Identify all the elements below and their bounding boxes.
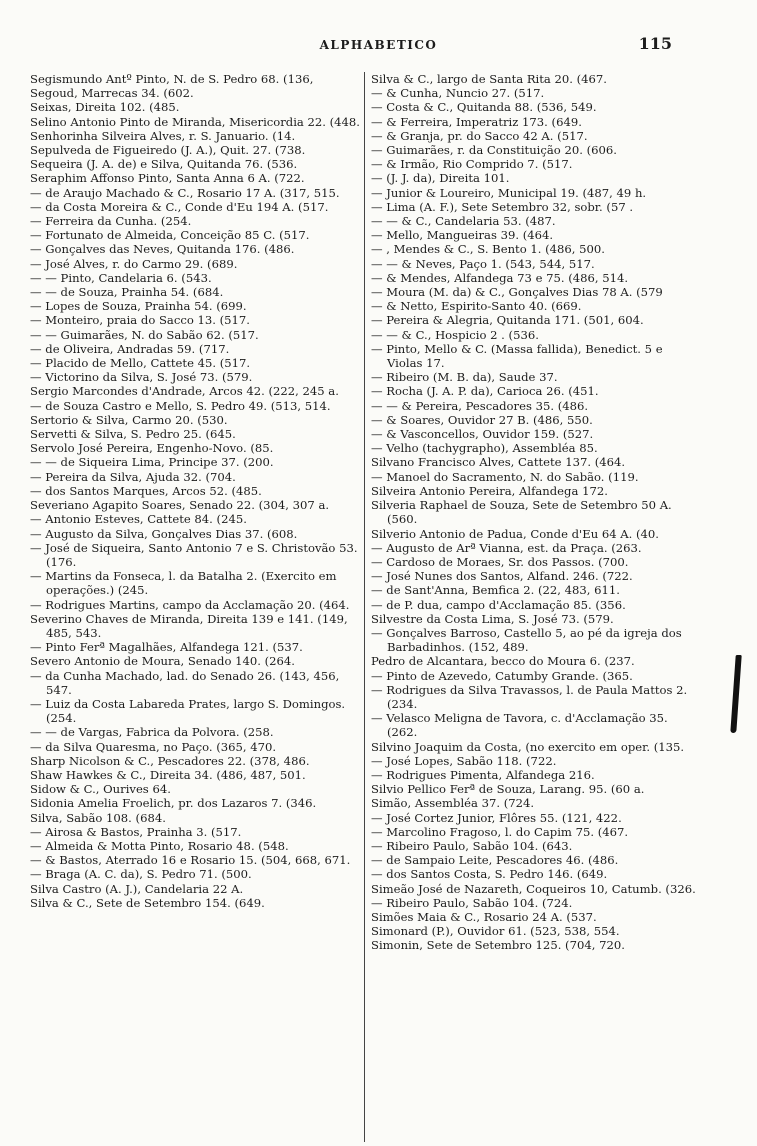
directory-entry: — José Cortez Junior, Flôres 55. (121, 422. [371, 810, 622, 825]
directory-entry: — Velho (tachygrapho), Assembléa 85. [371, 441, 598, 456]
directory-entry: — & Granja, pr. do Sacco 42 A. (517. [371, 128, 588, 143]
directory-entry: — & Vasconcellos, Ouvidor 159. (527. [371, 427, 594, 442]
directory-entry: — Guimarães, r. da Constituição 20. (606. [371, 143, 617, 158]
directory-entry: Silva & C., largo de Santa Rita 20. (467. [371, 72, 607, 86]
directory-entry: — — de Souza, Prainha 54. (684. [30, 285, 224, 300]
directory-entry: — Braga (A. C. da), S. Pedro 71. (500. [30, 867, 252, 882]
directory-entry: — Pinto de Azevedo, Catumby Grande. (365. [371, 668, 633, 683]
directory-entry: — & Cunha, Nuncio 27. (517. [371, 86, 545, 101]
directory-entry: — — Guimarães, N. do Sabão 62. (517. [30, 327, 259, 342]
directory-entry: Sepulveda de Figueiredo (J. A.), Quit. 27. (738. [30, 143, 306, 158]
directory-entry: Segismundo Antº Pinto, N. de S. Pedro 68. (136, [30, 72, 314, 86]
directory-entry: Silva & C., Sete de Setembro 154. (649. [30, 895, 265, 910]
directory-entry: Silverio Antonio de Padua, Conde d'Eu 64 A. (40. [371, 526, 659, 541]
directory-entry: Sergio Marcondes d'Andrade, Arcos 42. (222, 245 a. [30, 384, 339, 399]
directory-entry: — Ribeiro (M. B. da), Saude 37. [371, 370, 558, 385]
directory-entry: Sidonia Amelia Froelich, pr. dos Lazaros 7. (346. [30, 796, 317, 811]
directory-entry: — Lopes de Souza, Prainha 54. (699. [30, 299, 247, 314]
directory-entry: — Luiz da Costa Labareda Prates, largo S. Domingos. (254. [30, 696, 346, 726]
directory-entry: Pedro de Alcantara, becco do Moura 6. (237. [371, 654, 635, 669]
directory-entry: — de Araujo Machado & C., Rosario 17 A. (317, 515. [30, 185, 340, 200]
directory-entry: — & Soares, Ouvidor 27 B. (486, 550. [371, 412, 593, 427]
directory-entry: — de Sampaio Leite, Pescadores 46. (486. [371, 853, 619, 868]
directory-entry: Silvestre da Costa Lima, S. José 73. (579. [371, 611, 614, 626]
directory-entry: Simonin, Sete de Setembro 125. (704, 720. [371, 938, 625, 953]
directory-entry: Simonard (P.), Ouvidor 61. (523, 538, 554. [371, 924, 620, 939]
directory-entry: — Antonio Esteves, Cattete 84. (245. [30, 512, 247, 527]
directory-entry: — & Netto, Espirito-Santo 40. (669. [371, 299, 582, 314]
directory-entry: — & Mendes, Alfandega 73 e 75. (486, 514. [371, 270, 629, 285]
directory-entry: — Ribeiro Paulo, Sabão 104. (643. [371, 838, 573, 853]
directory-entry: — José Lopes, Sabão 118. (722. [371, 753, 557, 768]
directory-entry: Sidow & C., Ourives 64. [30, 782, 171, 797]
directory-entry: Silveira Antonio Pereira, Alfandega 172. [371, 483, 608, 498]
directory-entry: Severo Antonio de Moura, Senado 140. (264. [30, 654, 295, 669]
directory-entry: — Moura (M. da) & C., Gonçalves Dias 78 A. (579 [371, 285, 663, 300]
directory-entry: — (J. J. da), Direita 101. [371, 171, 510, 186]
directory-entry: Silvino Joaquim da Costa, (no exercito em oper. (135. [371, 739, 685, 754]
directory-entry: — da Silva Quaresma, no Paço. (365, 470. [30, 739, 277, 754]
directory-entry: Seixas, Direita 102. (485. [30, 100, 180, 115]
directory-entry: — Pereira & Alegria, Quitanda 171. (501, 604. [371, 313, 644, 328]
directory-entry: — Airosa & Bastos, Prainha 3. (517. [30, 824, 242, 839]
directory-entry: — — de Vargas, Fabrica da Polvora. (258. [30, 725, 274, 740]
directory-entry: — Marcolino Fragoso, l. do Capim 75. (467. [371, 824, 629, 839]
directory-entry: — Placido de Mello, Cattete 45. (517. [30, 356, 251, 371]
directory-entry: — Martins da Fonseca, l. da Batalha 2. (Exercito em operações.) (245. [30, 569, 337, 598]
directory-entry: — dos Santos Costa, S. Pedro 146. (649. [371, 867, 608, 882]
directory-entry: Selino Antonio Pinto de Miranda, Misericordia 22. (448. [30, 114, 360, 129]
directory-entry: Seraphim Affonso Pinto, Santa Anna 6 A. (722. [30, 171, 305, 186]
page-title: ALPHABETICO [319, 38, 438, 52]
page-number: 115 [638, 34, 672, 53]
directory-entry: — da Costa Moreira & C., Conde d'Eu 194 A. (517. [30, 199, 329, 214]
directory-entry: — Ferreira da Cunha. (254. [30, 214, 192, 229]
directory-entry: — Lima (A. F.), Sete Setembro 32, sobr. (57 . [371, 199, 634, 214]
directory-entry: — de Sant'Anna, Bemfica 2. (22, 483, 611. [371, 583, 620, 598]
directory-entry: Servolo José Pereira, Engenho-Novo. (85. [30, 441, 274, 456]
directory-entry: Sequeira (J. A. de) e Silva, Quitanda 76. (536. [30, 157, 298, 172]
directory-entry: — Velasco Meligna de Tavora, c. d'Acclamação 35. (262. [371, 711, 668, 740]
directory-entry: Simão, Assembléa 37. (724. [371, 796, 535, 811]
left-column [30, 72, 365, 1142]
directory-entry: Silva Castro (A. J.), Candelaria 22 A. [30, 881, 244, 896]
directory-entry: Simões Maia & C., Rosario 24 A. (537. [371, 909, 597, 924]
margin-mark [730, 655, 741, 733]
directory-entry: — Pinto, Mello & C. (Massa fallida), Benedict. 5 e Violas 17. [371, 341, 663, 371]
directory-entry: — — Pinto, Candelaria 6. (543. [30, 270, 212, 285]
directory-entry: — José Alves, r. do Carmo 29. (689. [30, 256, 238, 271]
directory-entry: — & Ferreira, Imperatriz 173. (649. [371, 114, 582, 129]
directory-entry: Simeão José de Nazareth, Coqueiros 10, Catumb. (326. [371, 881, 696, 896]
directory-entry: — — & Neves, Paço 1. (543, 544, 517. [371, 256, 595, 271]
directory-entry: — da Cunha Machado, lad. do Senado 26. (143, 456, 547. [30, 668, 340, 697]
directory-entry: — dos Santos Marques, Arcos 52. (485. [30, 483, 262, 498]
directory-entry: — Fortunato de Almeida, Conceição 85 C. (517. [30, 228, 310, 243]
directory-entry: — de P. dua, campo d'Acclamação 85. (356. [371, 597, 626, 612]
directory-entry: Severino Chaves de Miranda, Direita 139 e 141. (149, 485, 543. [30, 611, 348, 640]
directory-entry: Shaw Hawkes & C., Direita 34. (486, 487, 501. [30, 767, 306, 782]
directory-entry: — Costa & C., Quitanda 88. (536, 549. [371, 100, 597, 115]
directory-entry: — & Bastos, Aterrado 16 e Rosario 15. (504, 668, 671. [30, 853, 351, 868]
directory-entry: — Almeida & Motta Pinto, Rosario 48. (548. [30, 838, 289, 853]
directory-entry: — Rodrigues da Silva Travassos, l. de Paula Mattos 2. (234. [371, 682, 688, 711]
directory-entry: — Junior & Loureiro, Municipal 19. (487, 49 h. [371, 185, 647, 200]
directory-entry: — & Irmão, Rio Comprido 7. (517. [371, 157, 573, 172]
directory-entry: Silva, Sabão 108. (684. [30, 810, 166, 825]
directory-entry: — José de Siqueira, Santo Antonio 7 e S. Christovão 53. (176. [30, 540, 358, 569]
directory-entry: — Augusto da Silva, Gonçalves Dias 37. (608. [30, 526, 298, 541]
directory-entry: — Gonçalves Barroso, Castello 5, ao pé da igreja dos Barbadinhos. (152, 489. [371, 625, 682, 655]
directory-entry: — de Souza Castro e Mello, S. Pedro 49. (513, 514. [30, 398, 331, 413]
directory-entry: — Pereira da Silva, Ajuda 32. (704. [30, 469, 236, 484]
directory-entry: — Victorino da Silva, S. José 73. (579. [30, 370, 253, 385]
right-column [364, 72, 701, 1142]
directory-entry: — — & Pereira, Pescadores 35. (486. [371, 398, 589, 413]
directory-entry: — Mello, Mangueiras 39. (464. [371, 228, 554, 243]
directory-entry: — Rocha (J. A. P. da), Carioca 26. (451. [371, 384, 599, 399]
directory-entry: Severiano Agapito Soares, Senado 22. (304, 307 a. [30, 498, 330, 513]
directory-entry: Senhorinha Silveira Alves, r. S. Januario. (14. [30, 128, 296, 143]
directory-entry: — Manoel do Sacramento, N. do Sabão. (119. [371, 469, 639, 484]
directory-entry: Sertorio & Silva, Carmo 20. (530. [30, 412, 228, 427]
directory-entry: Segoud, Marrecas 34. (602. [30, 86, 194, 101]
directory-entry: — , Mendes & C., S. Bento 1. (486, 500. [371, 242, 605, 257]
directory-entry: — Monteiro, praia do Sacco 13. (517. [30, 313, 250, 328]
directory-entry: Silvio Pellico Ferª de Souza, Larang. 95. (60 a. [371, 782, 645, 797]
directory-entry: — Rodrigues Martins, campo da Acclamação 20. (464. [30, 597, 350, 612]
directory-entry: Sharp Nicolson & C., Pescadores 22. (378, 486. [30, 753, 310, 768]
directory-entry: — Augusto de Arª Vianna, est. da Praça. (263. [371, 540, 642, 555]
directory-entry: — Pinto Ferª Magalhães, Alfandega 121. (537. [30, 640, 303, 655]
directory-entry: — — & C., Candelaria 53. (487. [371, 214, 556, 229]
directory-entry: — — & C., Hospicio 2 . (536. [371, 327, 539, 342]
directory-entry: Servetti & Silva, S. Pedro 25. (645. [30, 427, 236, 442]
directory-entry: — Cardoso de Moraes, Sr. dos Passos. (700. [371, 554, 629, 569]
directory-entry: — de Oliveira, Andradas 59. (717. [30, 341, 230, 356]
directory-entry: Silveria Raphael de Souza, Sete de Setembro 50 A. (560. [371, 498, 672, 527]
directory-entry: — Gonçalves das Neves, Quitanda 176. (486. [30, 242, 295, 257]
directory-entry: — Ribeiro Paulo, Sabão 104. (724. [371, 895, 573, 910]
directory-entry: — José Nunes dos Santos, Alfand. 246. (722. [371, 569, 633, 584]
directory-entry: — Rodrigues Pimenta, Alfandega 216. [371, 767, 595, 782]
directory-entry: — — de Siqueira Lima, Principe 37. (200. [30, 455, 274, 470]
directory-entry: Silvano Francisco Alves, Cattete 137. (464. [371, 455, 626, 470]
